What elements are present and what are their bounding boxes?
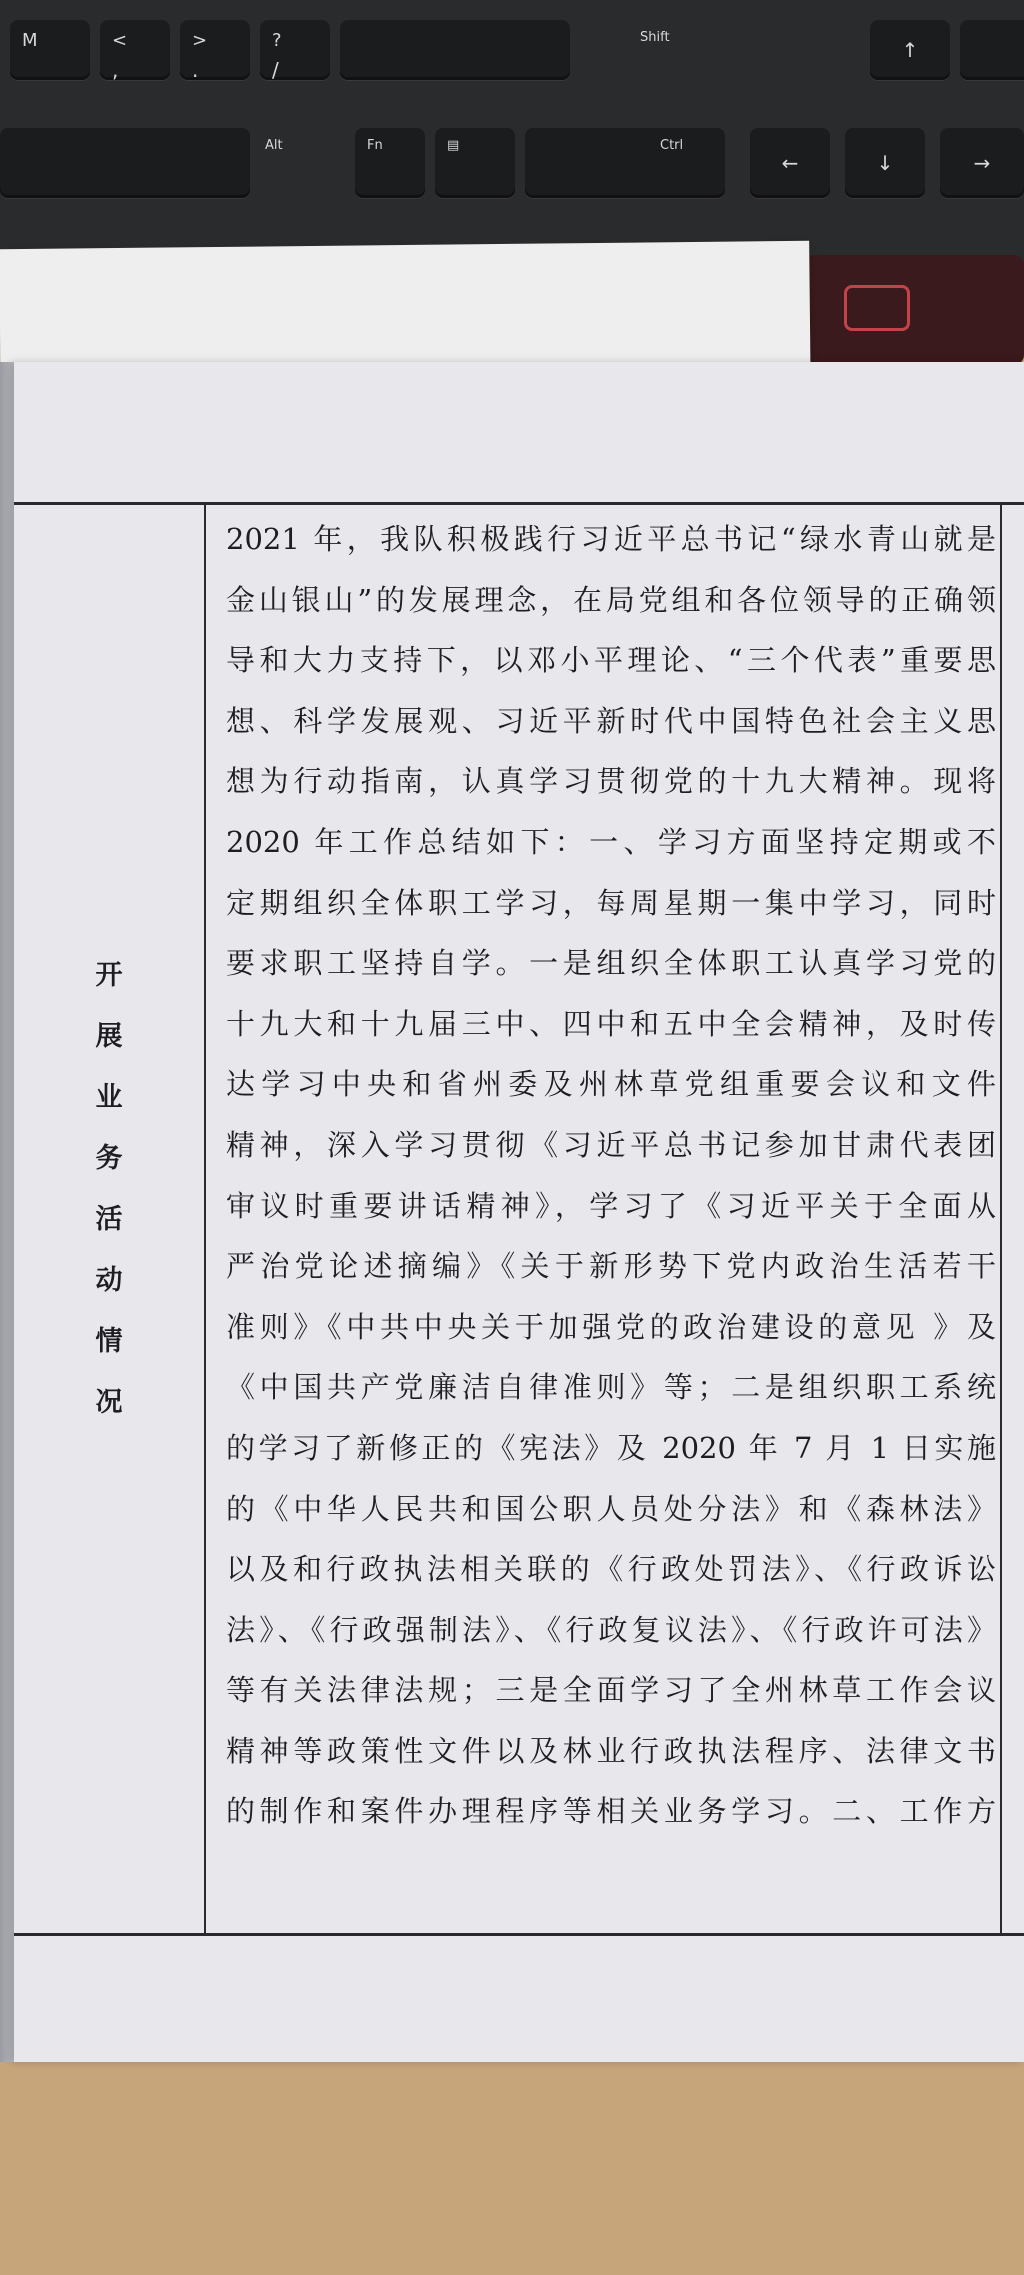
key-shift xyxy=(340,20,670,80)
body-line: 精神等政策性文件以及林业行政执法程序、法律文书 xyxy=(226,1733,996,1768)
key-label: Alt xyxy=(265,138,283,153)
section-label-char: 活 xyxy=(95,1204,123,1235)
key-label: > xyxy=(192,30,208,51)
key-ctrl xyxy=(525,128,725,198)
key-period xyxy=(180,20,250,80)
body-line: 的制作和案件办理程序等相关业务学习。二、工作方 xyxy=(226,1794,996,1829)
body-line: 等有关法律法规；三是全面学习了全州林草工作会议 xyxy=(226,1673,996,1708)
body-line: 十九大和十九届三中、四中和五中全会精神，及时传 xyxy=(226,1006,996,1041)
key-fn xyxy=(355,128,425,198)
key-menu xyxy=(435,128,515,198)
body-line: 精神，深入学习贯彻《习近平总书记参加甘肃代表团 xyxy=(226,1127,996,1162)
body-line: 想为行动指南，认真学习贯彻党的十九大精神。现将 xyxy=(226,764,996,799)
body-line: 审议时重要讲话精神》，学习了《习近平关于全面从 xyxy=(226,1188,996,1223)
table-right-border xyxy=(1000,505,1002,1933)
arrow-left-icon: ← xyxy=(781,151,799,175)
arrow-right-icon: → xyxy=(973,151,991,175)
menu-icon: ▤ xyxy=(447,138,460,153)
section-label-char: 业 xyxy=(95,1082,123,1113)
key-label: ? xyxy=(272,30,282,51)
key-comma xyxy=(100,20,170,80)
key-label: Ctrl xyxy=(660,138,684,153)
body-line: 2021 年，我队积极践行习近平总书记“绿水青山就是 xyxy=(226,522,996,556)
body-line: 以及和行政执法相关联的《行政处罚法》、《行政诉讼 xyxy=(226,1552,996,1587)
arrow-down-icon: ↓ xyxy=(876,151,894,175)
body-line: 要求职工坚持自学。一是组织全体职工认真学习党的 xyxy=(226,946,996,981)
body-line: 定期组织全体职工学习，每周星期一集中学习，同时 xyxy=(226,885,996,920)
body-line: 想、科学发展观、习近平新时代中国特色社会主义思 xyxy=(226,703,996,738)
section-label-char: 情 xyxy=(95,1326,123,1357)
key-arrow-down xyxy=(845,128,925,198)
arrow-up-icon: ↑ xyxy=(901,38,919,62)
body-line: 《中国共产党廉洁自律准则》等；二是组织职工系统 xyxy=(226,1370,996,1405)
body-line: 准则》《中共中央关于加强党的政治建设的意见 》及 xyxy=(226,1309,996,1344)
key-sublabel: , xyxy=(112,58,119,82)
key-label: Fn xyxy=(367,138,383,153)
section-label-char: 展 xyxy=(95,1021,123,1052)
red-object xyxy=(804,255,1024,365)
key-arrow-left xyxy=(750,128,830,198)
key-arrow-right xyxy=(940,128,1024,198)
key-slash xyxy=(260,20,330,80)
column-divider xyxy=(204,505,206,1933)
keyboard xyxy=(0,0,1024,265)
key-sublabel: / xyxy=(272,58,279,82)
body-line: 的学习了新修正的《宪法》及 2020 年 7 月 1 日实施 xyxy=(226,1430,996,1465)
body-line: 导和大力支持下，以邓小平理论、“三个代表”重要思 xyxy=(226,643,996,678)
body-line: 金山银山”的发展理念，在局党组和各位领导的正确领 xyxy=(226,582,996,617)
body-line: 的《中华人民共和国公职人员处分法》和《森林法》 xyxy=(226,1491,996,1526)
section-label-char: 况 xyxy=(95,1387,123,1418)
body-line: 达学习中央和省州委及州林草党组重要会议和文件 xyxy=(226,1067,996,1102)
key-label: < xyxy=(112,30,128,51)
body-line: 法》、《行政强制法》、《行政复议法》、《行政许可法》 xyxy=(226,1612,996,1647)
section-body xyxy=(226,509,996,1842)
body-line: 2020 年工作总结如下：一、学习方面坚持定期或不 xyxy=(226,824,996,859)
section-label xyxy=(14,945,204,1433)
key-label: M xyxy=(22,30,38,51)
key-m xyxy=(10,20,90,80)
key-alt xyxy=(0,128,283,198)
body-line: 严治党论述摘编》《关于新形势下党内政治生活若干 xyxy=(226,1249,996,1284)
document-page xyxy=(14,362,1024,2062)
key-arrow-up xyxy=(870,20,950,80)
key-partial xyxy=(960,20,1024,80)
section-label-char: 开 xyxy=(95,960,123,991)
key-sublabel: . xyxy=(192,58,199,82)
section-label-char: 动 xyxy=(95,1265,123,1296)
report-table xyxy=(14,502,1024,1936)
key-label: Shift xyxy=(640,30,670,45)
section-label-char: 务 xyxy=(95,1143,123,1174)
